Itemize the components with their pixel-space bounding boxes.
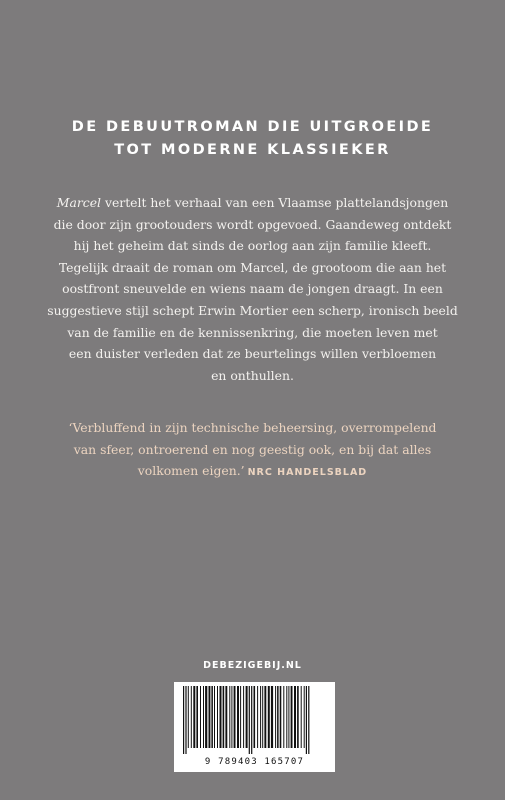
barcode-bar — [280, 686, 282, 748]
barcode-bar — [223, 686, 225, 748]
barcode-bar — [203, 686, 204, 748]
barcode-bar — [193, 686, 195, 748]
book-blurb — [0, 192, 505, 386]
barcode-bar — [240, 686, 241, 748]
barcode-bar — [246, 686, 248, 748]
blurb-line-2: die door zijn grootouders wordt opgevoed. Gaandeweg ontdekt — [53, 216, 452, 232]
barcode-bars — [181, 686, 328, 756]
barcode-bar — [297, 686, 299, 748]
barcode-bar — [205, 686, 207, 748]
blurb-line-3: hij het geheim dat sinds de oorlog aan zijn familie kleeft. — [73, 238, 432, 254]
quote-source: NRC HANDELSBLAD — [247, 467, 368, 479]
barcode-bar — [196, 686, 198, 748]
blurb-line-6: suggestieve stijl schept Erwin Mortier een scherp, ironisch beeld — [47, 302, 458, 318]
blurb-line-5: oostfront sneuvelde en wiens naam de jongen draagt. In een — [62, 281, 443, 297]
barcode-bar — [225, 686, 227, 748]
barcode-bar — [251, 686, 252, 754]
barcode-bar — [231, 686, 232, 748]
headline-line-1: DE DEBUUTROMAN DIE UITGROEIDE — [71, 119, 434, 135]
barcode-bar — [286, 686, 287, 748]
blurb-line-4: Tegelijk draait de roman om Marcel, de grootoom die aan het — [58, 259, 447, 275]
barcode-bar — [209, 686, 211, 748]
barcode-bar — [200, 686, 201, 748]
barcode-bar — [306, 686, 307, 754]
quote-line-1: ‘Verbluffend in zijn technische beheersing, overrompelend — [68, 420, 437, 435]
blurb-line-7: van de familie en de kennissenkring, die moeten leven met — [67, 324, 438, 340]
barcode-bar — [301, 686, 302, 748]
quote-line-2: van sfeer, ontroerend en nog geestig ook, en bij dat alles — [73, 441, 432, 457]
barcode-bar — [294, 686, 296, 748]
barcode-bar — [283, 686, 284, 748]
isbn-digits: 9 789403 165707 — [204, 757, 305, 767]
blurb-line-9: en onthullen. — [211, 367, 294, 383]
headline-line-2: TOT MODERNE KLASSIEKER — [114, 142, 391, 158]
barcode-bar — [249, 686, 250, 754]
barcode-bar — [308, 686, 309, 754]
blurb-line-1-text: vertelt het verhaal van een Vlaamse plattelandsjongen — [101, 195, 449, 210]
barcode-bar — [214, 686, 215, 748]
barcode-bar — [188, 686, 189, 748]
review-quote — [0, 417, 505, 484]
barcode-bar — [217, 686, 218, 748]
barcode-bar — [243, 686, 244, 748]
barcode-bar — [277, 686, 279, 748]
barcode-bar — [262, 686, 263, 748]
headline — [0, 116, 505, 162]
barcode-bar — [185, 686, 186, 754]
blurb-book-title: Marcel — [56, 195, 101, 210]
blurb-line-1 — [0, 192, 505, 214]
barcode-bar — [291, 686, 293, 748]
barcode-bar — [254, 686, 256, 748]
barcode-bar — [260, 686, 261, 748]
quote-line-3-text: volkomen eigen.’ — [137, 463, 245, 479]
barcode-bar — [237, 686, 239, 748]
barcode-bar — [229, 686, 230, 748]
barcode-bar — [234, 686, 236, 748]
quote-line-3 — [0, 460, 505, 484]
barcode-bar — [268, 686, 270, 748]
barcode-bar — [211, 686, 213, 748]
barcode-bar — [220, 686, 222, 748]
barcode-bar — [264, 686, 266, 748]
isbn-barcode — [174, 682, 335, 772]
blurb-line-8: een duister verleden dat ze beurtelings willen verbloemen — [68, 346, 437, 362]
barcode-bar — [275, 686, 276, 748]
barcode-bar — [288, 686, 289, 748]
barcode-bar — [304, 686, 305, 748]
barcode-bar — [257, 686, 258, 748]
barcode-bar — [191, 686, 192, 748]
barcode-bar — [183, 686, 184, 754]
publisher-url: DEBEZIGEBIJ.NL — [203, 660, 302, 671]
barcode-bar — [271, 686, 273, 748]
